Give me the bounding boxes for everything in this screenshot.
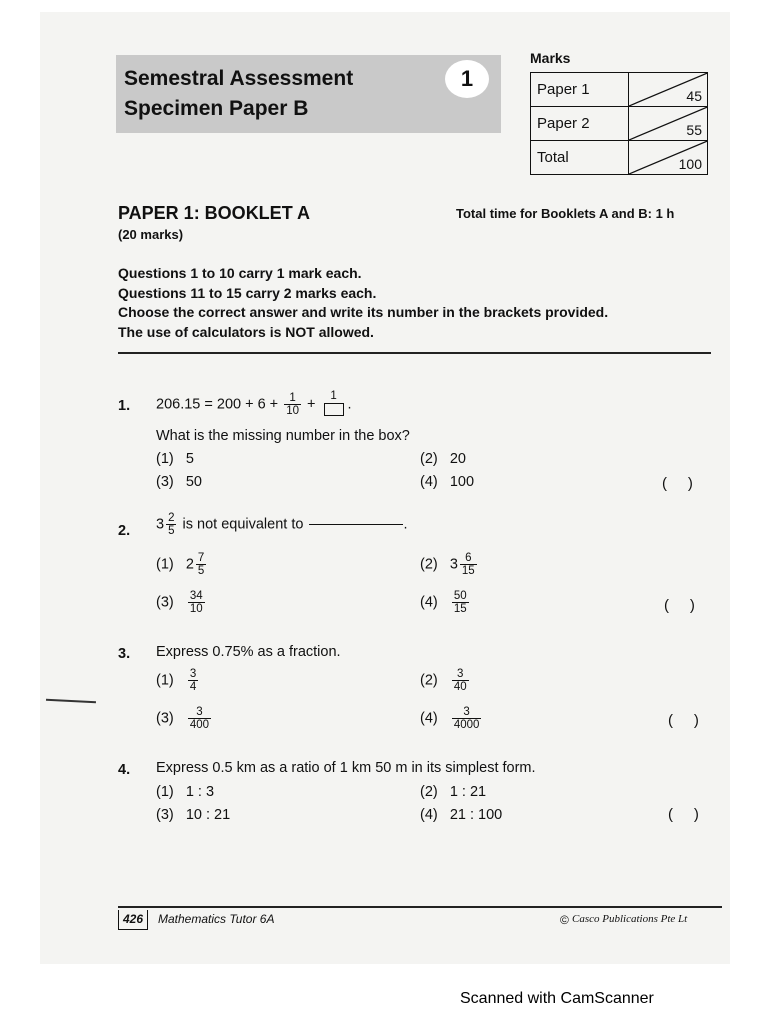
equation-lead: 206.15 = 200 + 6 + <box>156 396 279 413</box>
fraction <box>284 392 301 417</box>
question-4-text: Express 0.5 km as a ratio of 1 km 50 m in its simplest form. <box>156 760 536 776</box>
fraction-denominator: 5 <box>168 525 175 537</box>
page-number: 426 <box>118 910 148 930</box>
option <box>156 668 200 693</box>
fraction-denominator: 15 <box>453 603 467 615</box>
fraction-numerator: 1 <box>330 390 337 402</box>
option-label: (4) <box>420 710 438 727</box>
fraction-numerator: 6 <box>465 552 472 564</box>
question-text: is not equivalent to <box>182 516 304 533</box>
marks-row-paper2 <box>531 107 708 141</box>
option <box>420 706 483 731</box>
fraction <box>196 552 206 577</box>
total-time: Total time for Booklets A and B: 1 h <box>456 206 675 221</box>
fraction-numerator: 50 <box>453 590 467 602</box>
option-value: 10 : 21 <box>185 807 231 823</box>
fraction-denominator: 10 <box>286 405 299 417</box>
marks-row-name: Paper 2 <box>531 107 629 141</box>
question-number: 3. <box>118 646 131 662</box>
fraction <box>452 668 469 693</box>
option-label: (2) <box>420 556 438 573</box>
fraction-numerator: 2 <box>168 512 175 524</box>
assessment-title-box <box>116 55 501 133</box>
fraction <box>188 706 211 731</box>
instruction-line: Questions 11 to 15 carry 2 marks each. <box>118 284 377 301</box>
fraction <box>452 706 482 731</box>
option <box>156 784 214 800</box>
marks-row-score-cell <box>628 107 707 141</box>
option <box>156 474 202 490</box>
option-label: (2) <box>420 784 438 800</box>
marks-row-total <box>531 141 708 175</box>
option <box>156 706 213 731</box>
title-line-2: Specimen Paper B <box>124 97 309 120</box>
fraction-denominator: 4000 <box>453 719 480 731</box>
answer-bracket[interactable]: ( ) <box>668 712 699 729</box>
fraction <box>452 590 469 615</box>
question-number: 1. <box>118 398 131 414</box>
option-value: 50 <box>185 474 202 490</box>
booklet-title: PAPER 1: BOOKLET A <box>118 203 311 223</box>
option-label: (1) <box>156 556 174 573</box>
fraction-denominator: 15 <box>461 565 475 577</box>
option <box>156 451 194 467</box>
fraction-with-box <box>322 390 346 419</box>
marks-table <box>530 72 708 175</box>
option-value: 5 <box>185 451 194 467</box>
option-label: (4) <box>420 474 438 490</box>
booklet-marks: (20 marks) <box>118 227 184 242</box>
fraction-numerator: 3 <box>463 706 470 718</box>
footer-divider <box>118 906 722 908</box>
missing-number-box <box>324 403 344 416</box>
section-divider <box>118 352 711 354</box>
option-value: 21 : 100 <box>449 807 503 823</box>
fraction-numerator: 1 <box>289 392 296 404</box>
marks-row-paper1 <box>531 73 708 107</box>
instructions <box>118 264 608 342</box>
answer-bracket[interactable]: ( ) <box>664 597 695 614</box>
option <box>420 590 471 615</box>
option-value: 20 <box>449 451 466 467</box>
book-title: Mathematics Tutor 6A <box>158 912 275 926</box>
answer-blank-line <box>309 524 403 525</box>
fraction-numerator: 3 <box>196 706 203 718</box>
copyright-icon: © <box>560 913 569 927</box>
fraction-denominator-box <box>322 402 346 419</box>
option-label: (2) <box>420 672 438 689</box>
instruction-line: Choose the correct answer and write its number in the brackets provided. <box>118 304 609 320</box>
marks-row-score: 45 <box>686 88 702 104</box>
fraction <box>188 668 198 693</box>
option-label: (1) <box>156 784 174 800</box>
option-label: (3) <box>156 594 174 611</box>
fraction <box>460 552 477 577</box>
option-value: 1 : 21 <box>449 784 487 800</box>
mixed-whole: 3 <box>449 556 458 573</box>
option <box>420 784 486 800</box>
option-value: 100 <box>449 474 475 490</box>
period: . <box>403 516 408 533</box>
marks-row-score-cell <box>628 73 707 107</box>
fraction-denominator: 10 <box>189 603 203 615</box>
fraction-numerator: 7 <box>197 552 205 564</box>
answer-bracket[interactable]: ( ) <box>668 806 699 823</box>
answer-bracket[interactable]: ( ) <box>662 475 693 492</box>
marks-row-name: Paper 1 <box>531 73 629 107</box>
option-label: (2) <box>420 451 438 467</box>
question-3-text: Express 0.75% as a fraction. <box>156 644 341 660</box>
fraction-denominator: 40 <box>453 681 467 693</box>
option-label: (3) <box>156 474 174 490</box>
option <box>420 668 471 693</box>
camscanner-watermark: Scanned with CamScanner <box>460 990 654 1007</box>
question-1-prompt: What is the missing number in the box? <box>156 428 410 444</box>
title-line-1: Semestral Assessment <box>124 67 354 90</box>
assessment-number-badge: 1 <box>445 60 489 98</box>
question-number: 2. <box>118 523 131 539</box>
option-label: (3) <box>156 807 174 823</box>
fraction-numerator: 3 <box>189 668 197 680</box>
fraction-denominator: 4 <box>189 681 197 693</box>
mixed-whole: 3 <box>156 516 165 533</box>
option-label: (4) <box>420 807 438 823</box>
question-1-equation <box>156 390 352 419</box>
fraction-denominator: 400 <box>189 719 210 731</box>
period: . <box>347 396 352 413</box>
instruction-line: Questions 1 to 10 carry 1 mark each. <box>118 265 362 281</box>
marks-label: Marks <box>530 50 571 66</box>
option-label: (1) <box>156 451 174 467</box>
option-value: 1 : 3 <box>185 784 215 800</box>
option <box>156 552 208 577</box>
mixed-whole: 2 <box>185 556 194 573</box>
question-number: 4. <box>118 762 131 778</box>
instruction-line: The use of calculators is NOT allowed. <box>118 323 374 340</box>
publisher-name: Casco Publications Pte Lt <box>572 913 688 925</box>
option <box>420 474 474 490</box>
marks-row-score-cell <box>628 141 707 175</box>
option-label: (3) <box>156 710 174 727</box>
option <box>420 552 479 577</box>
marks-row-score: 100 <box>678 156 702 172</box>
question-2-stem <box>156 512 407 537</box>
option-label: (1) <box>156 672 174 689</box>
marks-row-score: 55 <box>686 122 702 138</box>
option <box>420 807 502 823</box>
option-label: (4) <box>420 594 438 611</box>
option <box>156 807 230 823</box>
fraction-denominator: 5 <box>197 565 205 577</box>
option <box>156 590 207 615</box>
fraction <box>188 590 205 615</box>
marks-row-name: Total <box>531 141 629 175</box>
fraction-numerator: 3 <box>457 668 464 680</box>
option <box>420 451 466 467</box>
fraction <box>166 512 176 537</box>
plus-sign: + <box>307 396 316 413</box>
fraction-numerator: 34 <box>189 590 203 602</box>
